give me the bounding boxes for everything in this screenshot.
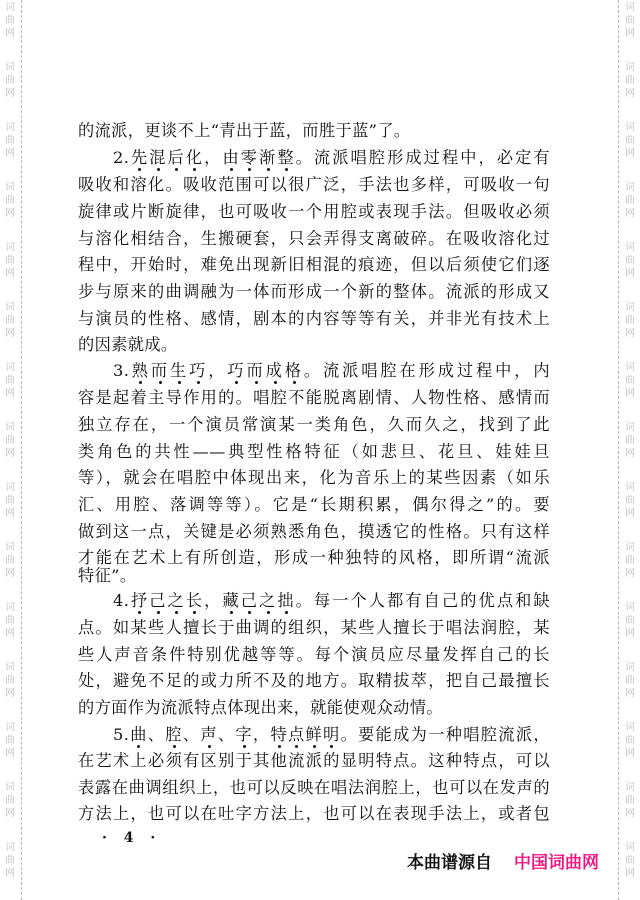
watermark-char: 词: [625, 2, 635, 13]
watermark-char: 网: [625, 88, 635, 99]
watermark-char: 曲: [5, 435, 15, 446]
watermark-char: 词: [5, 482, 15, 493]
watermark-char: 词: [5, 302, 15, 313]
right-watermark-column: [620, 0, 640, 900]
watermark-char: 网: [625, 28, 635, 39]
watermark-block: [0, 600, 20, 660]
watermark-block: [0, 300, 20, 360]
watermark-char: 曲: [5, 375, 15, 386]
watermark-block: [0, 780, 20, 840]
watermark-char: 曲: [625, 75, 635, 86]
watermark-block: [0, 660, 20, 720]
watermark-char: 曲: [5, 75, 15, 86]
watermark-char: 词: [625, 62, 635, 73]
watermark-char: 网: [5, 748, 15, 759]
watermark-block: [620, 720, 640, 780]
watermark-char: 词: [625, 302, 635, 313]
watermark-char: 网: [5, 388, 15, 399]
text-line: 表露在曲调组织上，也可以反映在唱法润腔上，也可以在发声的: [78, 778, 550, 797]
watermark-block: [0, 360, 20, 420]
right-dashed-margin-line: [618, 0, 619, 900]
left-dashed-margin-line: [21, 0, 22, 900]
watermark-block: [0, 420, 20, 480]
watermark-char: 网: [5, 448, 15, 459]
watermark-char: 曲: [625, 15, 635, 26]
watermark-char: 词: [5, 362, 15, 373]
watermark-char: 曲: [5, 195, 15, 206]
watermark-char: 曲: [625, 435, 635, 446]
watermark-block: [620, 780, 640, 840]
watermark-block: [620, 420, 640, 480]
watermark-block: [620, 60, 640, 120]
watermark-char: 词: [5, 242, 15, 253]
watermark-block: [0, 0, 20, 60]
watermark-char: 网: [625, 388, 635, 399]
watermark-char: 词: [5, 662, 15, 673]
watermark-char: 词: [5, 842, 15, 853]
text-line: 些人声音条件特别优越等等。每个演员应尽量发挥自己的长: [78, 645, 550, 664]
watermark-block: [620, 600, 640, 660]
watermark-char: 网: [625, 508, 635, 519]
watermark-char: 词: [625, 242, 635, 253]
watermark-block: [620, 240, 640, 300]
watermark-char: 曲: [625, 315, 635, 326]
watermark-block: [620, 540, 640, 600]
watermark-char: 曲: [5, 855, 15, 866]
watermark-char: 词: [625, 602, 635, 613]
watermark-char: 网: [5, 268, 15, 279]
watermark-char: 词: [625, 362, 635, 373]
watermark-char: 词: [5, 602, 15, 613]
text-line: 旋律或片断旋律，也可吸收一个用腔或表现手法。但吸收必须: [78, 202, 550, 221]
watermark-char: 词: [625, 542, 635, 553]
text-line: 与演员的性格、感情，剧本的内容等等有关，并非光有技术上: [78, 309, 550, 328]
watermark-char: 网: [5, 208, 15, 219]
watermark-char: 词: [5, 422, 15, 433]
watermark-char: 词: [625, 182, 635, 193]
watermark-char: 曲: [5, 555, 15, 566]
watermark-block: [0, 120, 20, 180]
watermark-block: [0, 540, 20, 600]
watermark-char: 网: [5, 148, 15, 159]
watermark-char: 网: [5, 88, 15, 99]
watermark-char: 网: [5, 568, 15, 579]
text-line: 点。如某些人擅长于曲调的组织，某些人擅长于唱法润腔，某: [78, 618, 550, 637]
watermark-char: 曲: [625, 615, 635, 626]
source-label: 本曲谱源自: [407, 853, 492, 873]
watermark-char: 词: [625, 662, 635, 673]
watermark-char: 词: [625, 842, 635, 853]
watermark-block: [0, 240, 20, 300]
left-watermark-column: [0, 0, 20, 900]
watermark-char: 词: [5, 782, 15, 793]
watermark-block: [0, 480, 20, 540]
watermark-char: 曲: [625, 135, 635, 146]
text-line: 的方面作为流派特点体现出来，就能使观众动情。: [78, 698, 443, 717]
watermark-char: 网: [5, 508, 15, 519]
watermark-char: 网: [5, 808, 15, 819]
watermark-char: 曲: [5, 255, 15, 266]
text-line: 独立存在，一个演员常演某一类角色，久而久之，找到了此: [78, 415, 550, 434]
watermark-char: 词: [5, 122, 15, 133]
watermark-char: 曲: [5, 495, 15, 506]
watermark-char: 曲: [5, 675, 15, 686]
text-line: 等），就会在唱腔中体现出来，化为音乐上的某些因素（如乐: [78, 468, 550, 487]
watermark-char: 网: [625, 808, 635, 819]
watermark-char: 网: [625, 868, 635, 879]
watermark-block: [620, 480, 640, 540]
watermark-char: 词: [625, 782, 635, 793]
watermark-block: [0, 60, 20, 120]
watermark-char: 词: [5, 722, 15, 733]
text-line: 处，避免不足的或力所不及的地方。取精拔萃，把自己最擅长: [78, 671, 550, 690]
watermark-char: 曲: [625, 555, 635, 566]
paragraph-heading-line: 4.抒己之长，藏己之拙。每一个人都有自己的优点和缺: [113, 591, 550, 610]
watermark-char: 网: [5, 868, 15, 879]
watermark-char: 网: [625, 268, 635, 279]
watermark-char: 网: [625, 208, 635, 219]
watermark-char: 词: [625, 422, 635, 433]
watermark-char: 曲: [625, 495, 635, 506]
text-line: 吸收和溶化。吸收范围可以很广泛，手法也多样，可吸收一句: [78, 175, 550, 194]
watermark-char: 网: [625, 328, 635, 339]
watermark-char: 曲: [5, 15, 15, 26]
watermark-char: 曲: [625, 795, 635, 806]
watermark-char: 曲: [5, 135, 15, 146]
watermark-char: 曲: [5, 795, 15, 806]
text-line: 与溶化相结合，生搬硬套，只会弄得支离破碎。在吸收溶化过: [78, 229, 550, 248]
watermark-block: [620, 300, 640, 360]
watermark-char: 曲: [625, 195, 635, 206]
source-footer: [407, 851, 599, 875]
text-line: 方法上，也可以在吐字方法上，也可以在表现手法上，或者包: [78, 804, 550, 823]
text-line: 特征”。: [78, 566, 137, 585]
text-line: 才能在艺术上有所创造，形成一种独特的风格，即所谓“流派: [78, 548, 550, 567]
watermark-block: [620, 120, 640, 180]
text-line: 的流派，更谈不上“青出于蓝，而胜于蓝”了。: [78, 121, 411, 140]
watermark-char: 网: [625, 688, 635, 699]
watermark-block: [620, 360, 640, 420]
watermark-char: 词: [5, 542, 15, 553]
watermark-char: 曲: [625, 255, 635, 266]
watermark-char: 曲: [625, 675, 635, 686]
text-line: 在艺术上必须有区别于其他流派的显明特点。这种特点，可以: [78, 751, 550, 770]
watermark-char: 词: [5, 2, 15, 13]
paragraph-heading-line: 5.曲、腔、声、字，特点鲜明。要能成为一种唱腔流派，: [113, 725, 550, 744]
watermark-char: 网: [5, 628, 15, 639]
text-line: 汇、用腔、落调等等）。它是“长期积累，偶尔得之”的。要: [78, 495, 550, 514]
watermark-char: 网: [625, 748, 635, 759]
watermark-char: 网: [5, 688, 15, 699]
page-number: · 4 ·: [102, 830, 162, 846]
watermark-block: [0, 840, 20, 900]
watermark-char: 曲: [625, 375, 635, 386]
watermark-block: [620, 0, 640, 60]
text-line: 步与原来的曲调融为一体而形成一个新的整体。流派的形成又: [78, 282, 550, 301]
watermark-block: [0, 720, 20, 780]
watermark-char: 曲: [5, 735, 15, 746]
watermark-char: 曲: [5, 315, 15, 326]
watermark-char: 词: [625, 122, 635, 133]
text-line: 的因素就成。: [78, 335, 178, 354]
watermark-char: 网: [5, 328, 15, 339]
watermark-char: 曲: [5, 615, 15, 626]
brand-link[interactable]: 中国词曲网: [514, 853, 599, 873]
watermark-char: 词: [625, 722, 635, 733]
watermark-block: [620, 660, 640, 720]
watermark-char: 词: [625, 482, 635, 493]
watermark-block: [620, 840, 640, 900]
watermark-char: 网: [5, 28, 15, 39]
watermark-char: 词: [5, 62, 15, 73]
watermark-char: 网: [625, 628, 635, 639]
watermark-char: 网: [625, 568, 635, 579]
watermark-block: [0, 180, 20, 240]
watermark-char: 曲: [625, 735, 635, 746]
text-line: 容是起着主导作用的。唱腔不能脱离剧情、人物性格、感情而: [78, 388, 550, 407]
text-line: 类角色的共性——典型性格特征（如悲旦、花旦、娃娃旦: [78, 442, 550, 461]
paragraph-heading-line: 3.熟而生巧，巧而成格。流派唱腔在形成过程中，内: [113, 361, 550, 380]
paragraph-heading-line: 2.先混后化，由零渐整。流派唱腔形成过程中，必定有: [113, 148, 550, 167]
text-line: 程中，开始时，难免出现新旧相混的痕迹，但以后须使它们逐: [78, 255, 550, 274]
watermark-block: [620, 180, 640, 240]
watermark-char: 词: [5, 182, 15, 193]
watermark-char: 曲: [625, 855, 635, 866]
text-line: 做到这一点，关键是必须熟悉角色，摸透它的性格。只有这样: [78, 522, 550, 541]
watermark-char: 网: [625, 448, 635, 459]
watermark-char: 网: [625, 148, 635, 159]
